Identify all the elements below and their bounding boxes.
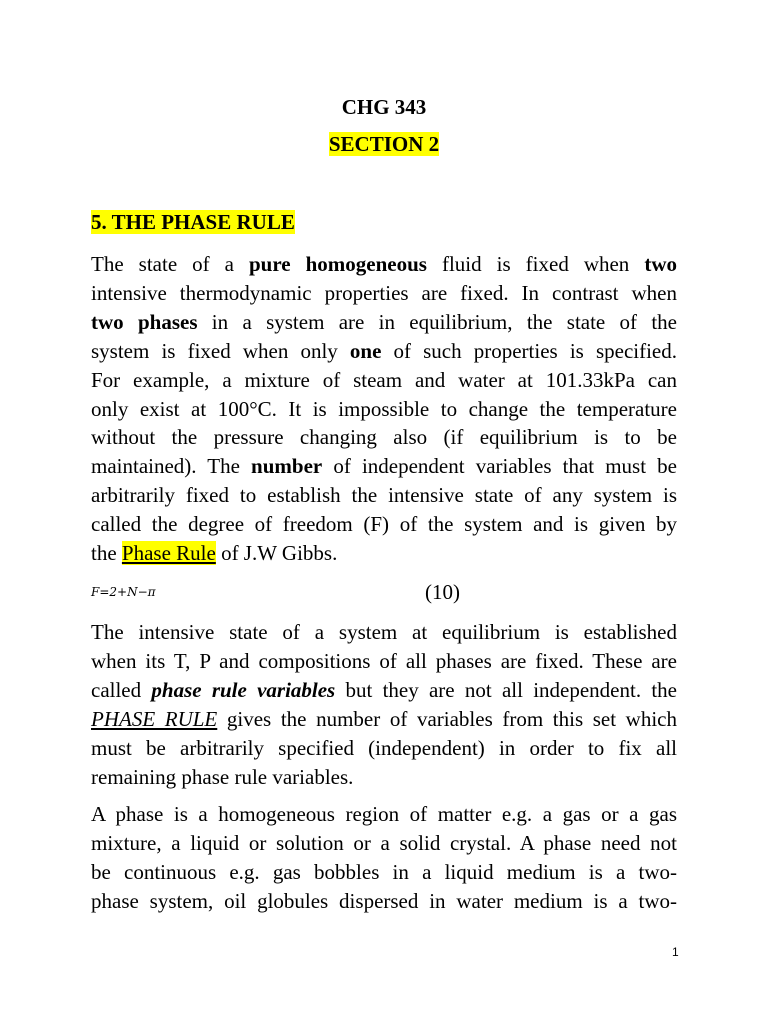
- text-line: A phase is a homogeneous region of matter e.g. a gas or a gas: [91, 802, 677, 826]
- text-line: two phases in a system are in equilibrium, the state of the: [91, 309, 678, 334]
- course-code: CHG 343: [341, 95, 427, 119]
- text-line: called the degree of freedom (F) of the system and is given by: [91, 512, 677, 537]
- text-line: The intensive state of a system at equilibrium is established: [91, 620, 677, 644]
- italic-underlined-term: PHASE RULE: [91, 706, 218, 731]
- bold-italic-term: phase rule variables: [151, 677, 336, 702]
- bold-term: pure homogeneous: [248, 252, 427, 276]
- text-line: PHASE RULE gives the number of variables from this set which: [91, 706, 677, 731]
- text-line: when its T, P and compositions of all phases are fixed. These are: [91, 648, 677, 673]
- text-line: must be arbitrarily specified (independent) in order to fix all: [91, 735, 677, 760]
- text-line: mixture, a liquid or solution or a solid crystal. A phase need not: [91, 830, 677, 855]
- text-line: only exist at 100°C. It is impossible to change the temperature: [91, 396, 677, 421]
- section-title: [0, 132, 768, 157]
- text-line: system is fixed when only one of such properties is specified.: [91, 338, 678, 363]
- text-line: For example, a mixture of steam and water at 101.33kPa can: [91, 367, 677, 392]
- bold-term: two phases: [91, 309, 198, 334]
- phase-rule-term: Phase Rule: [121, 541, 216, 566]
- text-line: intensive thermodynamic properties are fixed. In contrast when: [91, 280, 677, 305]
- text-line: the Phase Rule of J.W Gibbs.: [91, 541, 338, 566]
- text-line: without the pressure changing also (if equilibrium is to be: [91, 425, 677, 450]
- phase-rule-formula: F=2+N−π: [91, 585, 156, 599]
- text-line: arbitrarily fixed to establish the intensive state of any system is: [91, 483, 677, 508]
- equation-row: [91, 580, 677, 606]
- paragraph-intensive-state: [91, 618, 677, 791]
- paragraph-phase-rule-intro: [91, 250, 677, 568]
- text-line: phase system, oil globules dispersed in water medium is a two-: [91, 888, 677, 913]
- equation-number: (10): [425, 580, 460, 604]
- text-line: be continuous e.g. gas bobbles in a liquid medium is a two-: [91, 859, 677, 884]
- bold-term: number: [251, 454, 323, 479]
- section-label: SECTION 2: [328, 132, 440, 156]
- text-line: remaining phase rule variables.: [91, 764, 354, 789]
- bold-term: one: [349, 338, 382, 363]
- heading-text: 5. THE PHASE RULE: [91, 210, 295, 234]
- page-number: 1: [672, 945, 679, 959]
- bold-term: two: [644, 252, 677, 276]
- text-line: maintained). The number of independent variables that must be: [91, 454, 677, 479]
- text-line: called phase rule variables but they are not all independent. the: [91, 677, 677, 702]
- text-line: The state of a pure homogeneous fluid is fixed when two: [91, 252, 677, 276]
- paragraph-phase-definition: [91, 800, 677, 916]
- section-heading: [91, 210, 295, 235]
